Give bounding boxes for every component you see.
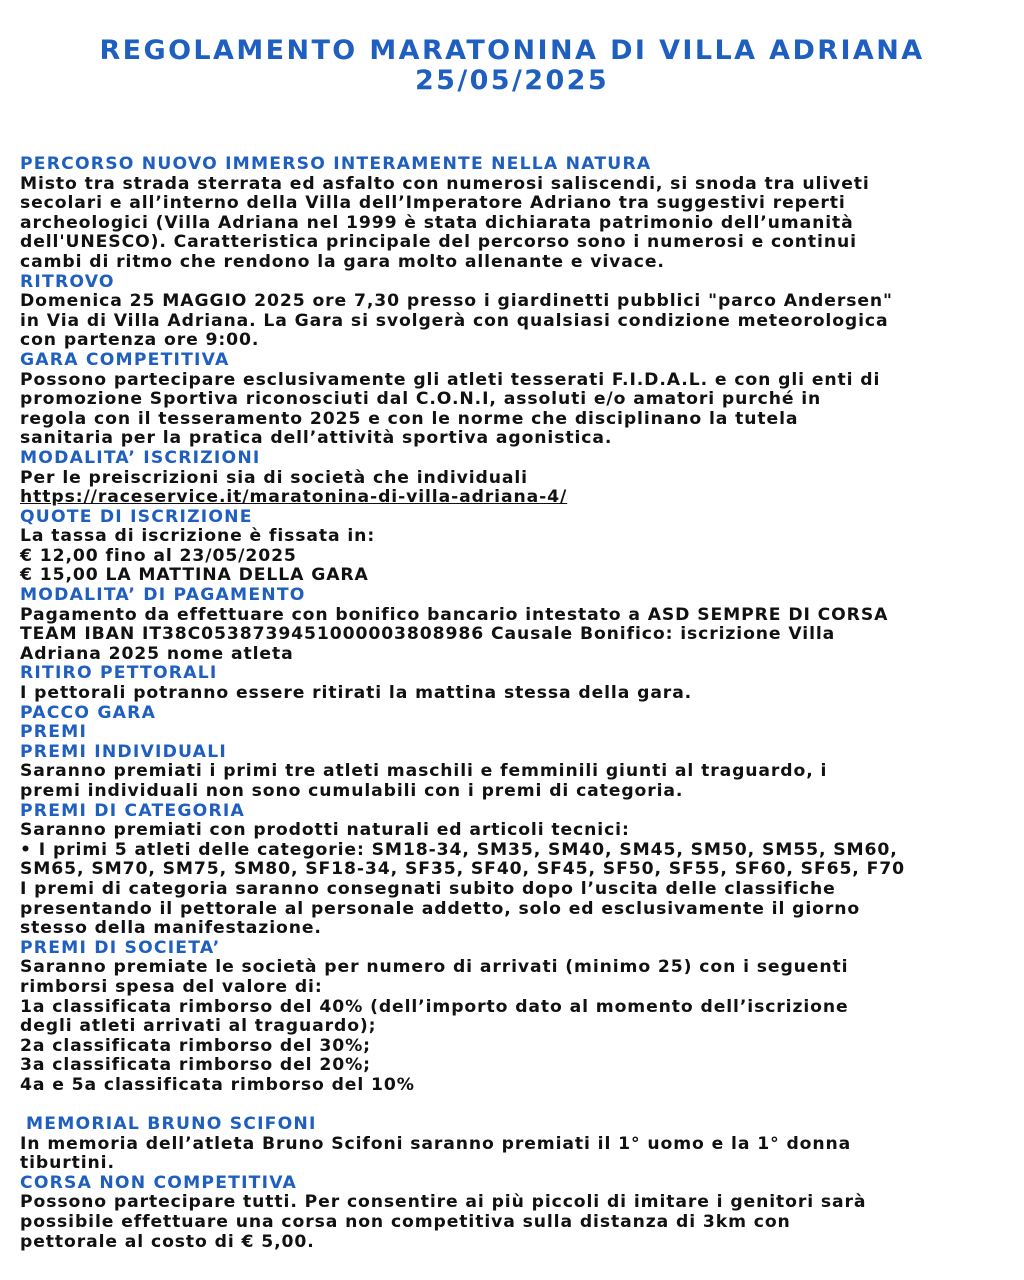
memorial-text-1: In memoria dell’atleta Bruno Scifoni saranno premiati il 1° uomo e la 1° donna <box>20 1133 852 1154</box>
ritiro-text-1: I pettorali potranno essere ritirati la mattina stessa della gara. <box>20 683 693 704</box>
section-heading-memorial: MEMORIAL BRUNO SCIFONI <box>26 1114 317 1135</box>
gara-text-2: promozione Sportiva riconosciuti dal C.O.N.I, assoluti e/o amatori purché in <box>20 389 822 410</box>
title-line-2: 25/05/2025 <box>414 65 609 96</box>
non-competitiva-text-3: pettorale al costo di € 5,00. <box>20 1231 315 1252</box>
premi-societa-text-1: Saranno premiate le società per numero di arrivati (minimo 25) con i seguenti <box>20 957 849 978</box>
section-heading-pagamento: MODALITA’ DI PAGAMENTO <box>20 585 306 606</box>
quote-text-2: € 12,00 fino al 23/05/2025 <box>20 545 297 566</box>
percorso-text-1: Misto tra strada sterrata ed asfalto con numerosi saliscendi, si snoda tra uliveti <box>20 173 870 194</box>
premi-categoria-text-4: I premi di categoria saranno consegnati subito dopo l’uscita delle classifiche <box>20 878 836 899</box>
premi-societa-text-7: 4a e 5a classificata rimborso del 10% <box>20 1074 415 1095</box>
spacer <box>20 1096 1010 1116</box>
percorso-text-5: cambi di ritmo che rendono la gara molto allenante e vivace. <box>20 251 665 272</box>
quote-text-3: € 15,00 LA MATTINA DELLA GARA <box>20 565 369 586</box>
premi-categoria-text-2: • I primi 5 atleti delle categorie: SM18-34, SM35, SM40, SM45, SM50, SM55, SM60, <box>20 839 898 860</box>
percorso-text-4: dell'UNESCO). Caratteristica principale del percorso sono i numerosi e continui <box>20 232 857 253</box>
memorial-text-2: tiburtini. <box>20 1153 115 1174</box>
regulation-body <box>20 155 1010 1252</box>
premi-individuali-text-1: Saranno premiati i primi tre atleti maschili e femminili giunti al traguardo, i <box>20 761 828 782</box>
section-heading-pacco-gara: PACCO GARA <box>20 702 157 723</box>
ritrovo-text-2: in Via di Villa Adriana. La Gara si svolgerà con qualsiasi condizione meteorologica <box>20 310 889 331</box>
premi-categoria-text-1: Saranno premiati con prodotti naturali ed articoli tecnici: <box>20 820 630 841</box>
section-heading-modalita-iscrizioni: MODALITA’ ISCRIZIONI <box>20 447 261 468</box>
percorso-text-3: archeologici (Villa Adriana nel 1999 è stata dichiarata patrimonio dell’umanità <box>20 212 854 233</box>
section-heading-premi: PREMI <box>20 722 88 743</box>
document-title <box>0 36 1024 96</box>
ritrovo-text-1: Domenica 25 MAGGIO 2025 ore 7,30 presso i giardinetti pubblici "parco Andersen" <box>20 291 893 312</box>
ritrovo-text-3: con partenza ore 9:00. <box>20 330 260 351</box>
premi-societa-text-3: 1a classificata rimborso del 40% (dell’importo dato al momento dell’iscrizione <box>20 996 849 1017</box>
premi-categoria-text-5: presentando il pettorale al personale addetto, solo ed esclusivamente il giorno <box>20 898 861 919</box>
premi-categoria-text-3: SM65, SM70, SM75, SM80, SF18-34, SF35, SF40, SF45, SF50, SF55, SF60, SF65, F70 <box>20 859 905 880</box>
premi-categoria-text-6: stesso della manifestazione. <box>20 918 322 939</box>
percorso-text-2: secolari e all’interno della Villa dell’Imperatore Adriano tra suggestivi reperti <box>20 193 846 214</box>
gara-text-3: regola con il tesseramento 2025 e con le norme che disciplinano la tutela <box>20 408 799 429</box>
gara-text-4: sanitaria per la pratica dell’attività sportiva agonistica. <box>20 428 613 449</box>
gara-text-1: Possono partecipare esclusivamente gli atleti tesserati F.I.D.A.L. e con gli enti di <box>20 369 881 390</box>
registration-link[interactable]: https://raceservice.it/maratonina-di-villa-adriana-4/ <box>20 487 568 508</box>
section-heading-ritrovo: RITROVO <box>20 271 115 292</box>
non-competitiva-text-2: possibile effettuare una corsa non competitiva sulla distanza di 3km con <box>20 1212 791 1233</box>
section-heading-premi-societa: PREMI DI SOCIETA’ <box>20 937 221 958</box>
premi-societa-text-2: rimborsi spesa del valore di: <box>20 976 323 997</box>
premi-individuali-text-2: premi individuali non sono cumulabili con i premi di categoria. <box>20 781 684 801</box>
premi-societa-text-6: 3a classificata rimborso del 20%; <box>20 1055 371 1076</box>
title-line-1: REGOLAMENTO MARATONINA DI VILLA ADRIANA <box>99 35 925 66</box>
section-heading-premi-categoria: PREMI DI CATEGORIA <box>20 800 245 821</box>
pagamento-text-3: Adriana 2025 nome atleta <box>20 643 294 664</box>
iscrizioni-text: Per le preiscrizioni sia di società che individuali <box>20 467 528 488</box>
pagamento-text-2: TEAM IBAN IT38C0538739451000003808986 Causale Bonifico: iscrizione Villa <box>20 624 836 645</box>
section-heading-gara-competitiva: GARA COMPETITIVA <box>20 349 230 370</box>
section-heading-ritiro: RITIRO PETTORALI <box>20 663 218 684</box>
quote-text-1: La tassa di iscrizione è fissata in: <box>20 526 376 547</box>
section-heading-premi-individuali: PREMI INDIVIDUALI <box>20 741 227 762</box>
section-heading-non-competitiva: CORSA NON COMPETITIVA <box>20 1172 298 1193</box>
pagamento-text-1: Pagamento da effettuare con bonifico bancario intestato a ASD SEMPRE DI CORSA <box>20 604 889 625</box>
section-heading-percorso: PERCORSO NUOVO IMMERSO INTERAMENTE NELLA NATURA <box>20 154 652 174</box>
premi-societa-text-5: 2a classificata rimborso del 30%; <box>20 1035 371 1056</box>
section-heading-quote: QUOTE DI ISCRIZIONE <box>20 506 253 527</box>
non-competitiva-text-1: Possono partecipare tutti. Per consentire ai più piccoli di imitare i genitori sarà <box>20 1192 867 1213</box>
premi-societa-text-4: degli atleti arrivati al traguardo); <box>20 1016 377 1037</box>
